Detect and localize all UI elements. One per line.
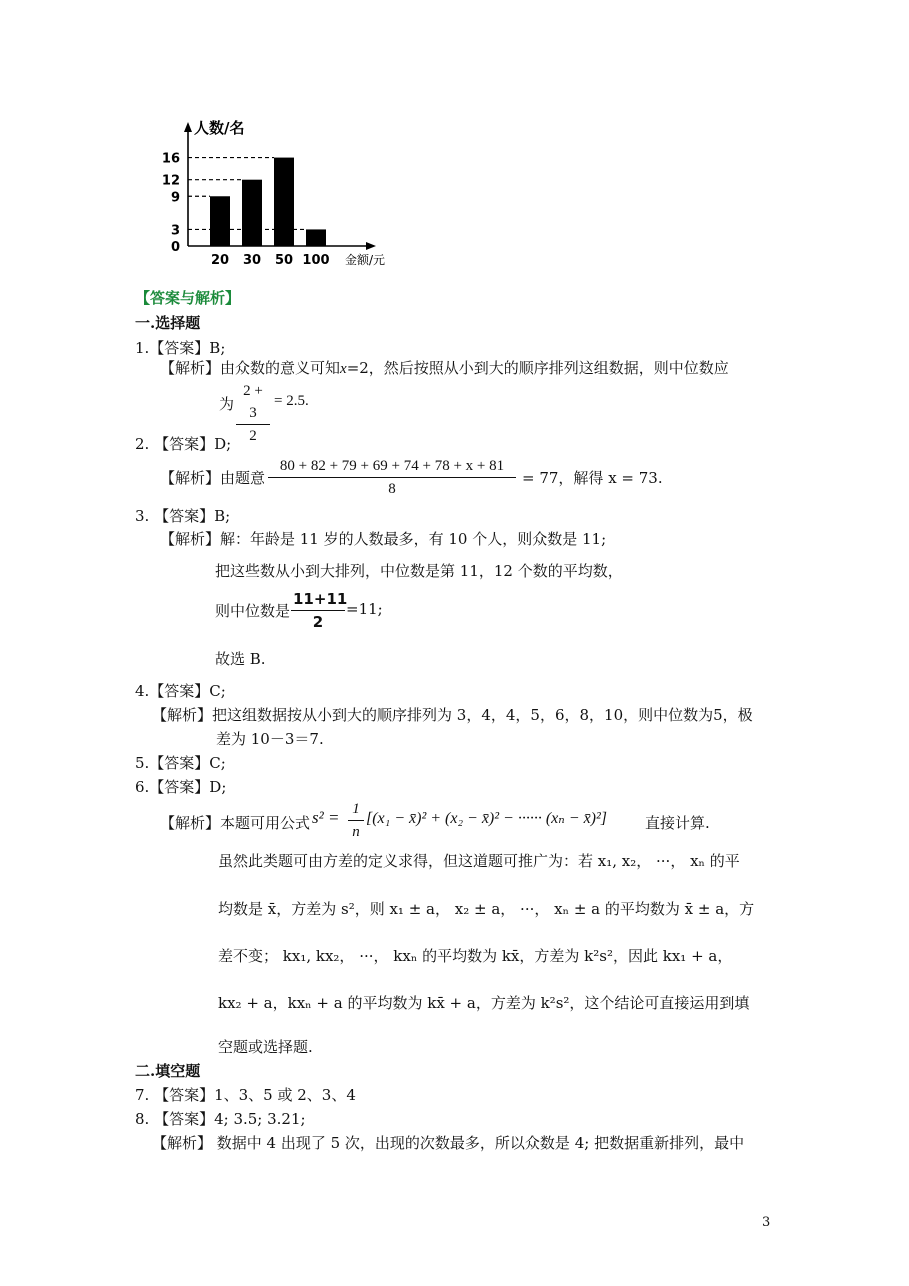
bar	[274, 158, 294, 246]
q6-line-2: 虽然此类题可由方差的定义求得，但这道题可推广为：若 x₁, x₂， ···， xₙ 的平	[218, 852, 740, 870]
q6-line-3: 均数是 x̄，方差为 s²，则 x₁ ± a， x₂ ± a， ···， xₙ ± a 的平均数为 x̄ ± a，方	[218, 900, 755, 918]
q3-answer: 3. 【答案】B;	[135, 507, 231, 525]
q8-answer: 8. 【答案】4; 3.5; 3.21;	[135, 1110, 306, 1128]
y-tick-label: 9	[170, 190, 180, 206]
section-title: 【答案与解析】	[135, 289, 241, 307]
x-axis-arrow	[366, 242, 376, 250]
q6-line-6: 空题或选择题.	[218, 1038, 313, 1056]
bar	[210, 196, 230, 246]
q1-for-label: 为	[219, 395, 235, 413]
q6-formula-body: [(x₁ − x̄)² + (x₂ − x̄)² − ······ (xₙ − x̄)²]	[366, 810, 608, 827]
q3-fraction: $\frac{11+11}{2}$	[293, 590, 348, 631]
q6-answer: 6.【答案】D;	[135, 778, 227, 796]
q3-line-3-label: 则中位数是	[215, 602, 291, 620]
q6-line-4: 差不变； kx₁, kx₂， ···， kxₙ 的平均数为 kx̄，方差为 k²s²，因此 kx₁ + a，	[218, 947, 733, 965]
q1-answer: 1.【答案】B;	[135, 339, 226, 357]
y-tick-label: 12	[161, 173, 180, 189]
part-1-title: 一.选择题	[135, 314, 201, 332]
q1-result: = 2.5.	[274, 393, 309, 409]
q4-answer: 4.【答案】C;	[135, 682, 226, 700]
page-number: 3	[762, 1215, 771, 1230]
q8-line-1: 【解析】 数据中 4 出现了 5 次，出现的次数最多，所以众数是 4; 把数据重新排列，最中	[152, 1134, 745, 1152]
q1-explanation: 【解析】由众数的意义可知x=2，然后按照从小到大的顺序排列这组数据，则中位数应	[160, 359, 729, 377]
y-tick-label: 16	[161, 151, 180, 167]
bar	[242, 180, 262, 246]
q3-line-1: 【解析】解：年龄是 11 岁的人数最多，有 10 个人，则众数是 11;	[160, 530, 607, 548]
q2-fraction: $\frac{80 + 82 + 79 + 69 + 74 + 78 + x + 81}{8}$	[268, 455, 516, 500]
q6-formula-fraction: $\frac{1}{n}$	[348, 798, 364, 843]
q2-result: = 77，解得 x = 73.	[522, 469, 663, 487]
q4-line-1: 【解析】把这组数据按从小到大的顺序排列为 3，4，4，5，6，8，10，则中位数为5，极	[152, 706, 753, 724]
x-tick-label: 20	[210, 253, 230, 268]
bar	[306, 229, 326, 246]
q6-formula-lhs: s² =	[312, 808, 340, 827]
y-tick-label: 3	[170, 223, 180, 239]
q6-line-1-tail: 直接计算.	[645, 814, 710, 832]
q6-line-5: kx₂ + a，kxₙ + a 的平均数为 kx̄ + a，方差为 k²s²，这个结论可直接运用到填	[218, 994, 750, 1012]
x-tick-label: 50	[274, 253, 294, 268]
q1-fraction: $\frac{2 + 3}{2}$	[236, 380, 270, 447]
q2-explanation-label: 【解析】由题意	[160, 469, 266, 487]
x-tick-label: 100	[302, 253, 330, 268]
part-2-title: 二.填空题	[135, 1062, 201, 1080]
y-axis-label: 人数/名	[194, 119, 245, 137]
y-axis-arrow	[184, 122, 192, 132]
y-tick-label: 0	[170, 240, 180, 255]
q4-line-2: 差为 10－3＝7.	[216, 730, 324, 748]
q6-line-1-label: 【解析】本题可用公式	[160, 814, 311, 832]
q2-answer: 2. 【答案】D;	[135, 435, 232, 453]
bar-chart	[160, 118, 420, 268]
q3-line-3-result: =11;	[346, 600, 383, 618]
x-axis-label: 金额/元	[345, 253, 386, 267]
q3-line-2: 把这些数从小到大排列，中位数是第 11，12 个数的平均数，	[215, 562, 623, 580]
q5-answer: 5.【答案】C;	[135, 754, 226, 772]
x-tick-label: 30	[242, 253, 262, 268]
q7-answer: 7. 【答案】1、3、5 或 2、3、4	[135, 1086, 356, 1104]
q3-line-4: 故选 B.	[215, 650, 266, 668]
